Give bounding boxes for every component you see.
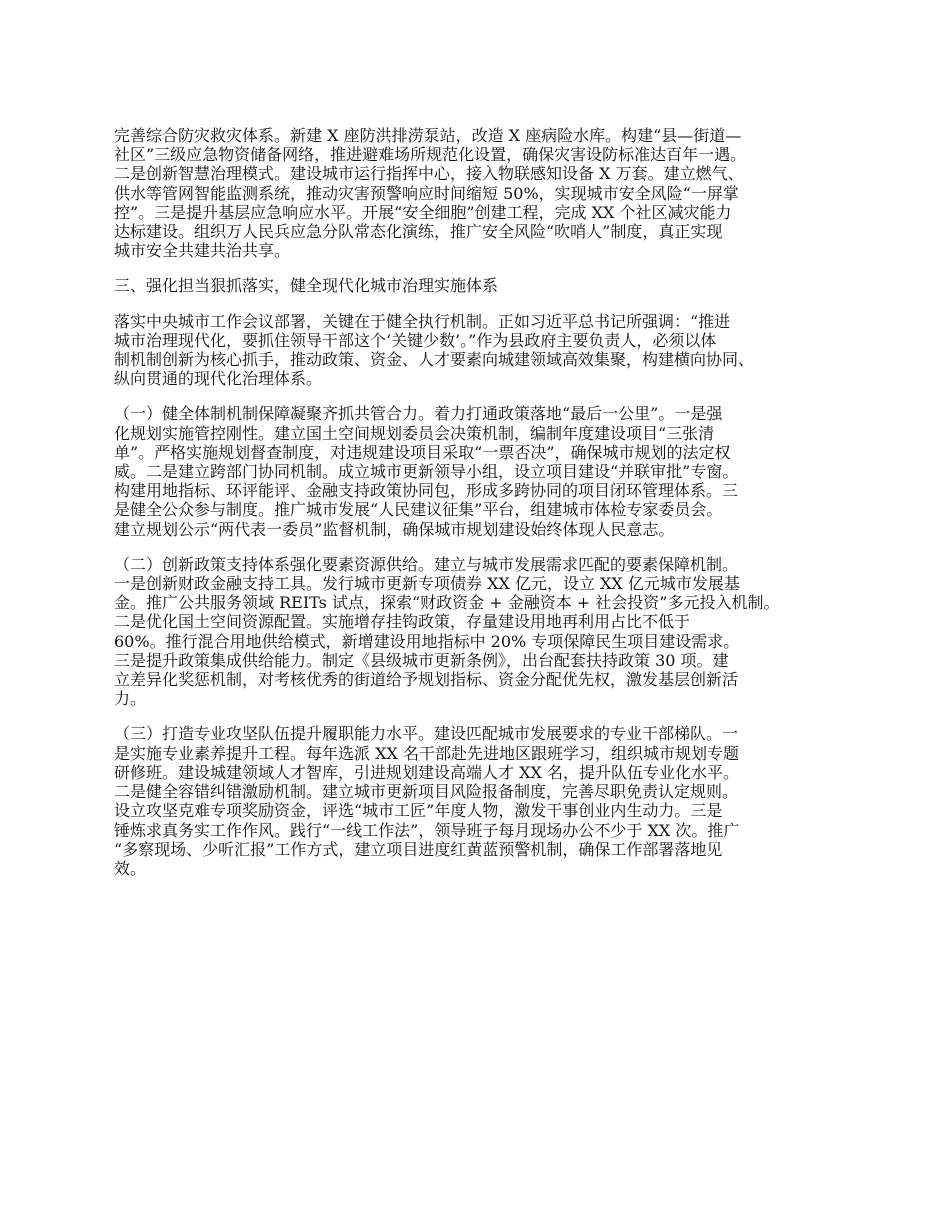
paragraph-policy-support: （二）创新政策支持体系强化要素资源供给。建立与城市发展需求匹配的要素保障机制。 一是创新财政金融支持工具。发行城市更新专项债券 XX 亿元，设立 XX 亿元城市发展基 金。推广公共服务领域 REITs 试点，探索“财政资金 + 金融资本 + 社会投资”多元投入机制。 二是优化国土空间资源配置。实施增存挂钩政策，存量建设用地再利用占比不低于 60%。推行混合用地供给模式，新增建设用地指标中 20% 专项保障民生项目建设需求。 三是提升政策集成供给能力。制定《县级城市更新条例》，出台配套扶持政策 30 项。建 立差异化奖惩机制，对考核优秀的街道给予规划指标、资金分配优先权，激发基层创新活 力。 [114, 554, 780, 709]
paragraph-professional-team: （三）打造专业攻坚队伍提升履职能力水平。建设匹配城市发展要求的专业干部梯队。一 是实施专业素养提升工程。每年选派 XX 名干部赴先进地区跟班学习，组织城市规划专题 研修班。建设城建领域人才智库，引进规划建设高端人才 XX 名，提升队伍专业化水平。 二是健全容错纠错激励机制。建立城市更新项目风险报备制度，完善尽职免责认定规则。 设立攻坚克难专项奖励资金，评选“城市工匠”年度人物，激发干事创业内生动力。三是 锤炼求真务实工作作风。践行“一线工作法”，领导班子每月现场办公不少于 XX 次。推广 “多察现场、少听汇报”工作方式，建立项目进度红黄蓝预警机制，确保工作部署落地见 效。 [114, 724, 740, 878]
paragraph-implementation-mechanism: 落实中央城市工作会议部署，关键在于健全执行机制。正如习近平总书记所强调：“推进 城市治理现代化，要抓住领导干部这个‘关键少数’。”作为县政府主要负责人，必须以体 制机制创新为核心抓手，推动政策、资金、人才要素向城建领域高效集聚，构建横向协同、 纵向贯通的现代化治理体系。 [114, 311, 755, 389]
document-page [114, 126, 849, 894]
paragraph-institutional-guarantee: （一）健全体制机制保障凝聚齐抓共管合力。着力打通政策落地“最后一公里”。一是强 化规划实施管控刚性。建立国土空间规划委员会决策机制，编制年度建设项目“三张清 单”。严格实施规划督查制度，对违规建设项目采取“一票否决”，确保城市规划的法定权 威。二是建立跨部门协同机制。成立城市更新领导小组，设立项目建设“并联审批”专窗。 构建用地指标、环评能评、金融支持政策协同包，形成多跨协同的项目闭环管理体系。三 是健全公众参与制度。推广城市发展“人民建议征集”平台，组建城市体检专家委员会。 建立规划公示“两代表一委员”监督机制，确保城市规划建设始终体现人民意志。 [114, 404, 739, 539]
section-heading-three: 三、强化担当狠抓落实，健全现代化城市治理实施体系 [114, 276, 499, 296]
paragraph-disaster-prevention: 完善综合防灾救灾体系。新建 X 座防洪排涝泵站，改造 X 座病险水库。构建“县—街道— 社区”三级应急物资储备网络，推进避难场所规范化设置，确保灾害设防标准达百年一遇。 二是创新智慧治理模式。建设城市运行指挥中心，接入物联感知设备 X 万套。建立燃气、 供水等管网智能监测系统，推动灾害预警响应时间缩短 50%，实现城市安全风险“一屏掌 控”。三是提升基层应急响应水平。开展“安全细胞”创建工程，完成 XX 个社区减灾能力 达标建设。组织万人民兵应急分队常态化演练，推广安全风险“吹哨人”制度，真正实现 城市安全共建共治共享。 [114, 126, 747, 261]
